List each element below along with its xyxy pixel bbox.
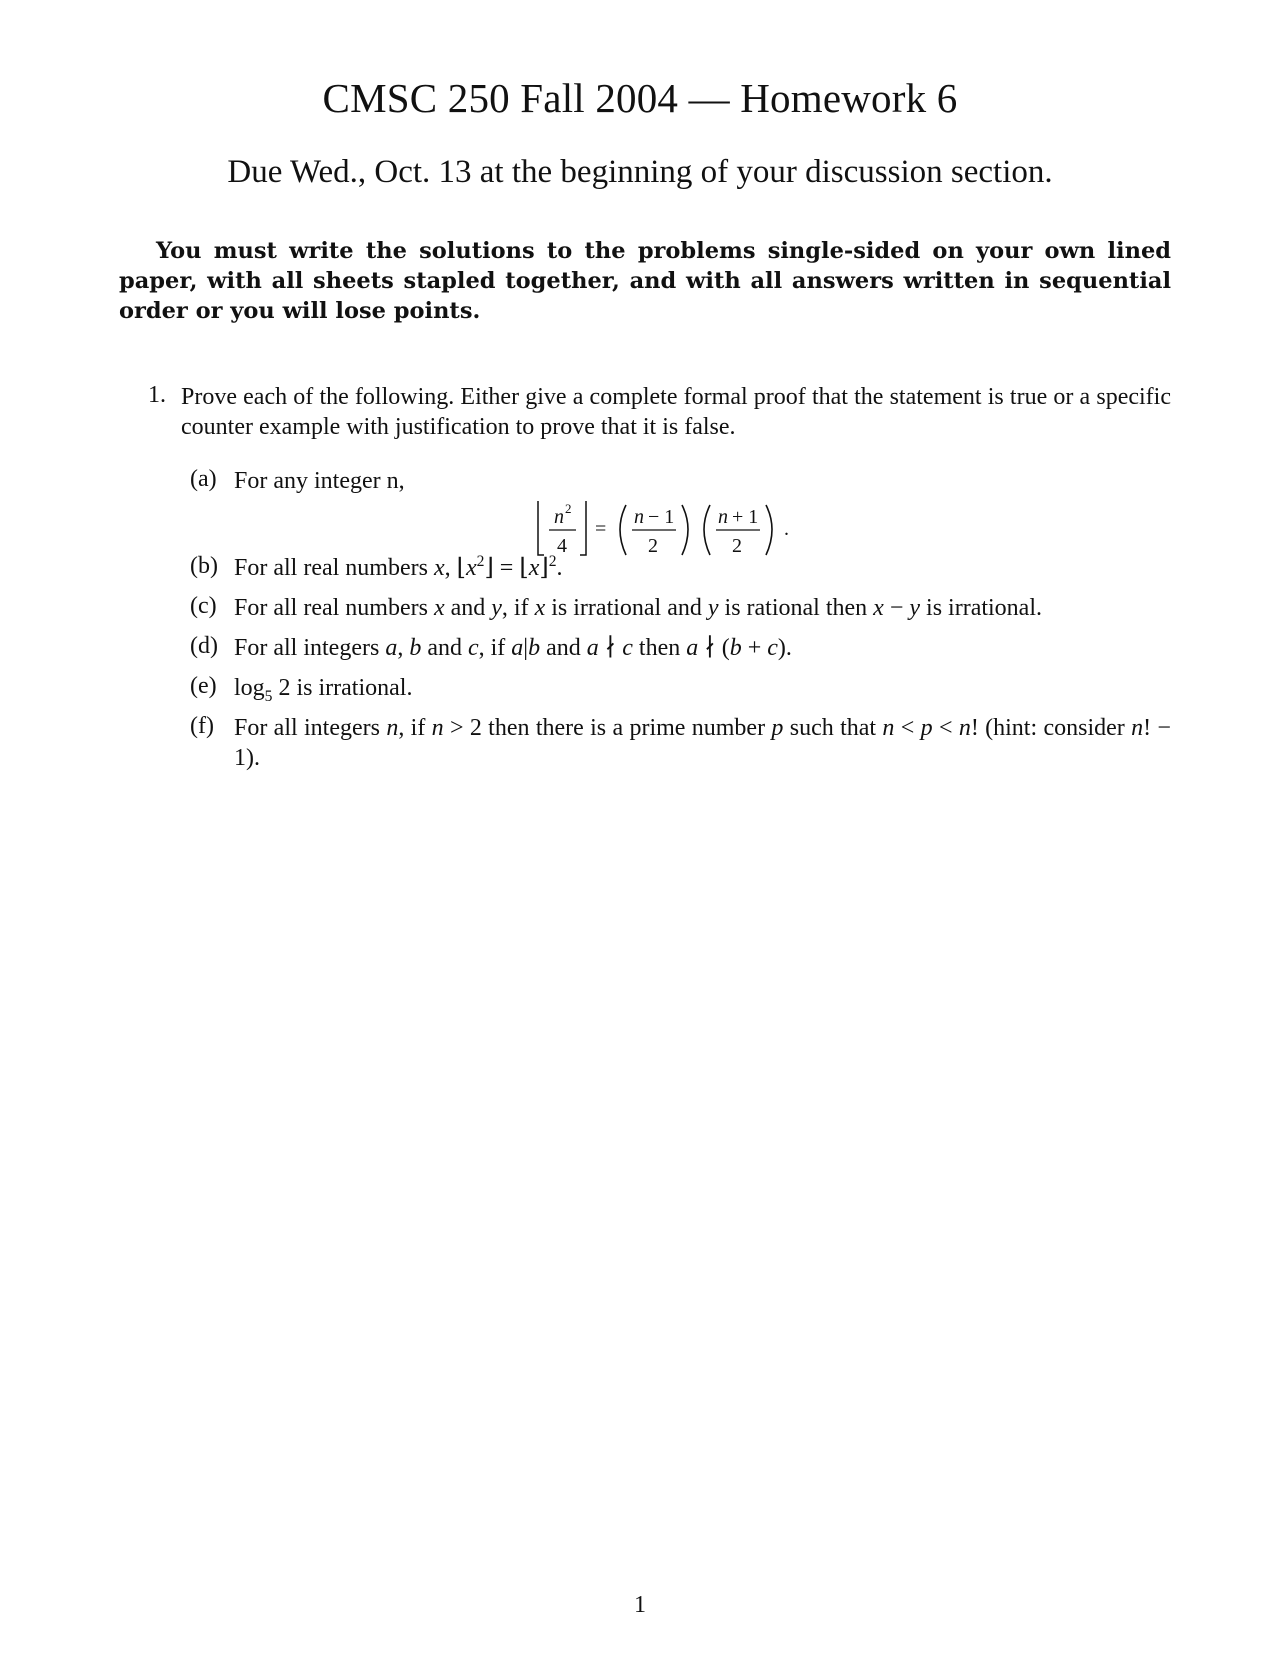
part-e-label: (e) [190, 673, 217, 699]
part-f-label: (f) [190, 713, 214, 739]
svg-text:2: 2 [565, 501, 572, 516]
part-f-text: For all integers n, if n > 2 then there is a prime number p such that n < p < n! (hint: consider n! − 1). [234, 715, 1171, 771]
part-d-text: For all integers a, b and c, if a|b and a ∤ c then a ∤ (b + c). [234, 635, 792, 661]
problem-statement: Prove each of the following. Either give a complete formal proof that the statement is true or a specific counter example with justification to prove that it is false. [181, 384, 1171, 440]
page-title: CMSC 250 Fall 2004 — Homework 6 [322, 75, 958, 121]
svg-text:.: . [784, 518, 789, 540]
due-date-line: Due Wed., Oct. 13 at the beginning of your discussion section. [227, 154, 1053, 190]
svg-text:n: n [634, 506, 644, 528]
submission-instructions: You must write the solutions to the problems single-sided on your own lined paper, with all sheets stapled together, and with all answers written in sequential order or you will lose points. [119, 238, 1171, 324]
svg-text:=: = [595, 518, 607, 540]
part-c-text: For all real numbers x and y, if x is irrational and y is rational then x − y is irrational. [234, 595, 1042, 621]
svg-text:2: 2 [648, 535, 658, 557]
part-a-label: (a) [190, 466, 217, 492]
svg-text:+ 1: + 1 [732, 506, 759, 528]
page-number: 1 [634, 1592, 646, 1618]
part-b-label: (b) [190, 553, 218, 579]
problem-number: 1. [148, 382, 166, 408]
part-a-text: For any integer n, [234, 468, 405, 494]
part-d-label: (d) [190, 633, 218, 659]
part-c-label: (c) [190, 593, 217, 619]
svg-text:n: n [718, 506, 728, 528]
svg-text:4: 4 [557, 535, 567, 557]
svg-text:n: n [554, 506, 564, 528]
svg-text:2: 2 [732, 535, 742, 557]
part-e-text: $\log_5 2$ is irrational. [234, 675, 413, 705]
svg-text:− 1: − 1 [648, 506, 675, 528]
part-b-text: For all real numbers x, $⌊x^2⌋$ = ⌊x⌋$^2$. [234, 553, 563, 581]
